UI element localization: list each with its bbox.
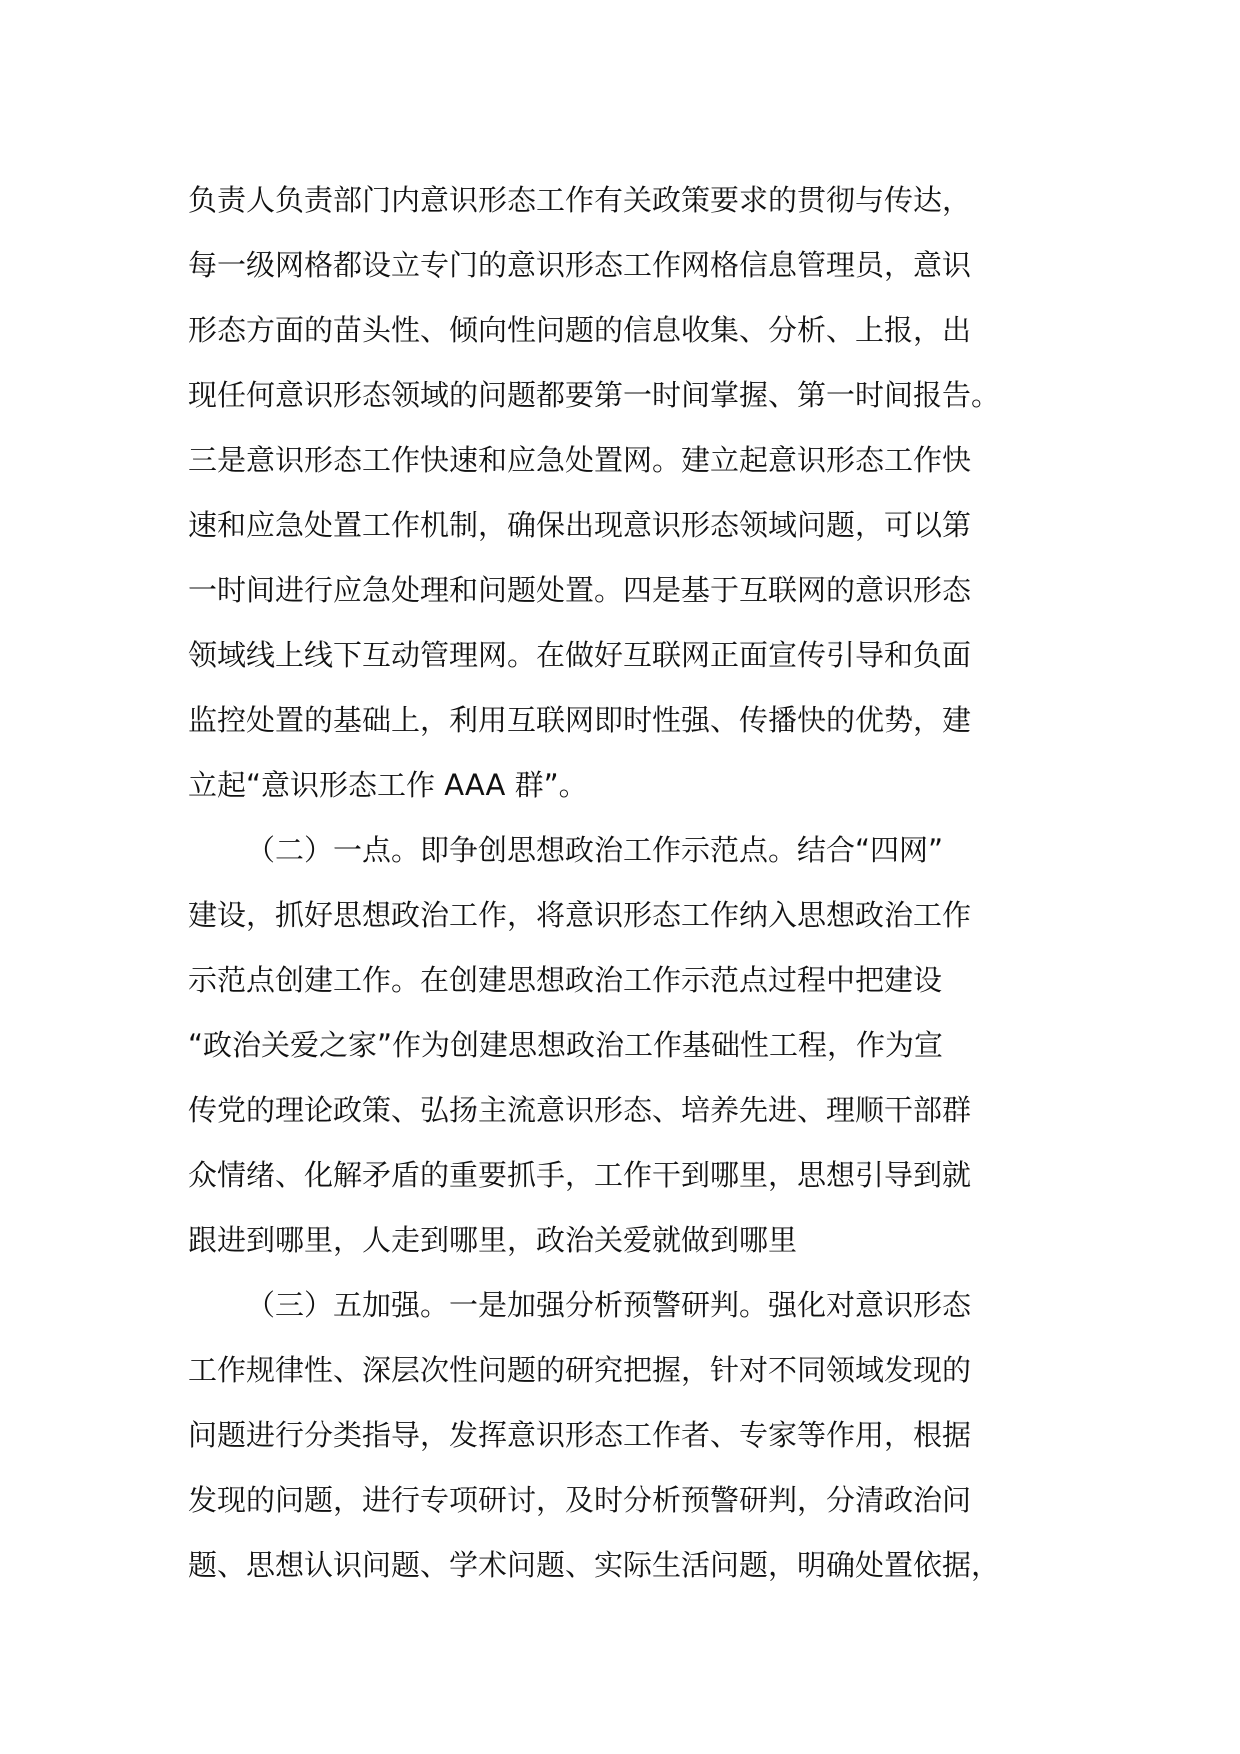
text-line: 速和应急处置工作机制，确保出现意识形态领域问题，可以第 xyxy=(188,508,972,542)
text-line: 传党的理论政策、弘扬主流意识形态、培养先进、理顺干部群 xyxy=(188,1093,972,1127)
text-line: 负责人负责部门内意识形态工作有关政策要求的贯彻与传达， xyxy=(188,183,972,217)
text-line: 每一级网格都设立专门的意识形态工作网格信息管理员，意识 xyxy=(188,248,972,282)
text-line: 立起“意识形态工作 AAA 群”。 xyxy=(188,768,588,802)
text-line: 一时间进行应急处理和问题处置。四是基于互联网的意识形态 xyxy=(188,573,972,607)
text-line: 示范点创建工作。在创建思想政治工作示范点过程中把建设 xyxy=(188,963,943,997)
text-line: 发现的问题，进行专项研讨，及时分析预警研判，分清政治问 xyxy=(188,1483,972,1517)
text-line: 跟进到哪里，人走到哪里，政治关爱就做到哪里 xyxy=(188,1223,798,1257)
text-line: 监控处置的基础上，利用互联网即时性强、传播快的优势，建 xyxy=(188,703,972,737)
document-body xyxy=(188,168,1068,1598)
paragraph-start-line: （三）五加强。一是加强分析预警研判。强化对意识形态 xyxy=(246,1288,972,1322)
text-line: 领域线上线下互动管理网。在做好互联网正面宣传引导和负面 xyxy=(188,638,972,672)
text-line: 问题进行分类指导，发挥意识形态工作者、专家等作用，根据 xyxy=(188,1418,972,1452)
text-line: 形态方面的苗头性、倾向性问题的信息收集、分析、上报，出 xyxy=(188,313,972,347)
text-line: 建设，抓好思想政治工作，将意识形态工作纳入思想政治工作 xyxy=(188,898,972,932)
text-line: “政治关爱之家”作为创建思想政治工作基础性工程，作为宣 xyxy=(188,1028,944,1062)
paragraph-start-line: （二）一点。即争创思想政治工作示范点。结合“四网” xyxy=(246,833,944,867)
text-line: 现任何意识形态领域的问题都要第一时间掌握、第一时间报告。 xyxy=(188,378,1001,412)
text-line: 工作规律性、深层次性问题的研究把握，针对不同领域发现的 xyxy=(188,1353,972,1387)
text-line: 三是意识形态工作快速和应急处置网。建立起意识形态工作快 xyxy=(188,443,972,477)
text-line: 众情绪、化解矛盾的重要抓手，工作干到哪里，思想引导到就 xyxy=(188,1158,972,1192)
text-line: 题、思想认识问题、学术问题、实际生活问题，明确处置依据， xyxy=(188,1548,1001,1582)
